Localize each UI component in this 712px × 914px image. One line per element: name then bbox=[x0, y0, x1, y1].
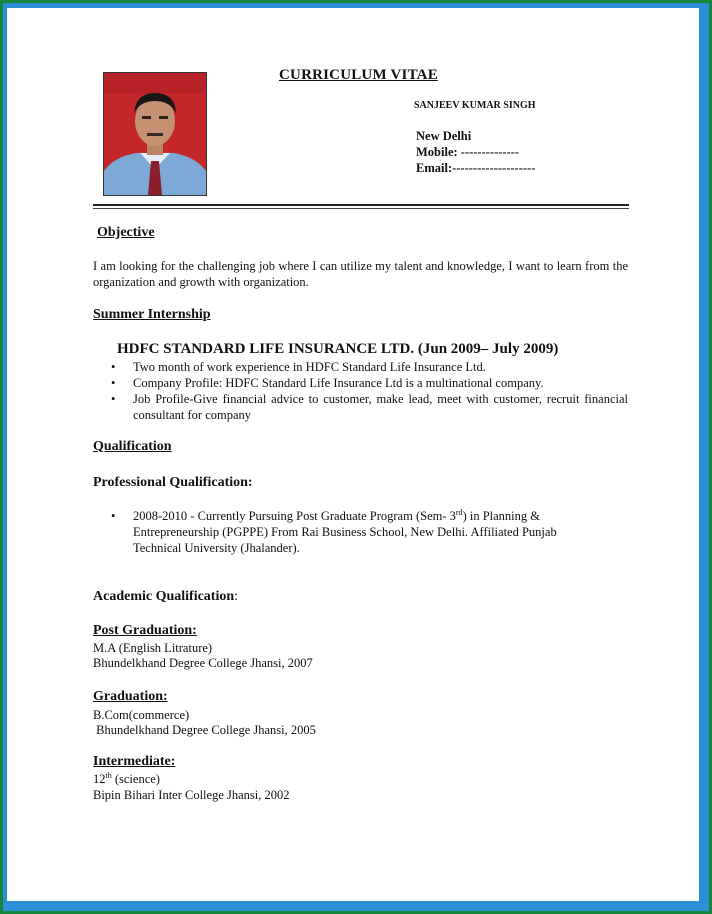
internship-heading: Summer Internship bbox=[93, 307, 211, 322]
profile-photo bbox=[103, 72, 207, 196]
professional-qualification-heading: Professional Qualification: bbox=[93, 475, 253, 490]
intermediate-degree bbox=[93, 771, 160, 787]
academic-qualification-heading bbox=[93, 589, 238, 605]
email: Email:-------------------- bbox=[416, 161, 536, 175]
contact-block bbox=[416, 128, 535, 176]
resume-page bbox=[7, 8, 699, 901]
mobile: Mobile: -------------- bbox=[416, 145, 520, 159]
intermediate-heading bbox=[93, 754, 175, 770]
internship-company: HDFC STANDARD LIFE INSURANCE LTD. (Jun 2009– July 2009) bbox=[117, 341, 559, 357]
list-item: • Company Profile: HDFC Standard Life Insurance Ltd is a multinational company. bbox=[93, 375, 628, 391]
intermediate-colon: : bbox=[170, 754, 176, 769]
list-item: • Two month of work experience in HDFC Standard Life Insurance Ltd. bbox=[93, 359, 628, 375]
professional-list bbox=[93, 508, 593, 556]
graduation-college: Bhundelkhand Degree College Jhansi, 2005 bbox=[93, 723, 316, 737]
city: New Delhi bbox=[416, 129, 472, 143]
degree-num: 12 bbox=[93, 772, 106, 786]
candidate-name: SANJEEV KUMAR SINGH bbox=[414, 100, 536, 111]
graduation-degree: B.Com(commerce) bbox=[93, 708, 190, 722]
post-graduation-degree: M.A (English Litrature) bbox=[93, 641, 213, 655]
intermediate-title: Intermediate bbox=[93, 754, 171, 769]
professional-item-text: 2008-2010 - Currently Pursuing Post Graduate Program (Sem- 3 bbox=[133, 509, 456, 523]
graduation-heading: Graduation: bbox=[93, 689, 168, 704]
superscript: th bbox=[105, 770, 112, 780]
divider-thick bbox=[93, 204, 629, 206]
academic-colon: : bbox=[234, 589, 239, 604]
document-title: CURRICULUM VITAE bbox=[279, 67, 438, 83]
objective-text: I am looking for the challenging job where I can utilize my talent and knowledge, I want to learn from the organization and growth with organization. bbox=[93, 259, 628, 289]
objective-heading: Objective bbox=[97, 225, 155, 240]
post-graduation-heading: Post Graduation: bbox=[93, 623, 197, 638]
intermediate-college: Bipin Bihari Inter College Jhansi, 2002 bbox=[93, 788, 290, 802]
divider-thin bbox=[93, 208, 629, 209]
qualification-heading: Qualification bbox=[93, 439, 172, 454]
list-item: • Job Profile-Give financial advice to customer, make lead, meet with customer, recruit financial consultant for company bbox=[93, 391, 628, 423]
degree-rest: (science) bbox=[111, 772, 160, 786]
internship-list bbox=[93, 359, 628, 423]
list-item bbox=[93, 508, 593, 556]
academic-title: Academic Qualification bbox=[93, 589, 235, 604]
person-photo-icon bbox=[104, 73, 206, 195]
superscript: rd bbox=[455, 507, 463, 517]
professional-item-text-cont: ) in Planning & Entrepreneurship (PGPPE) From Rai Business School, New Delhi. Affiliated Punjab Technical University (Jhalander). bbox=[133, 509, 557, 555]
post-graduation-college: Bhundelkhand Degree College Jhansi, 2007 bbox=[93, 656, 313, 670]
